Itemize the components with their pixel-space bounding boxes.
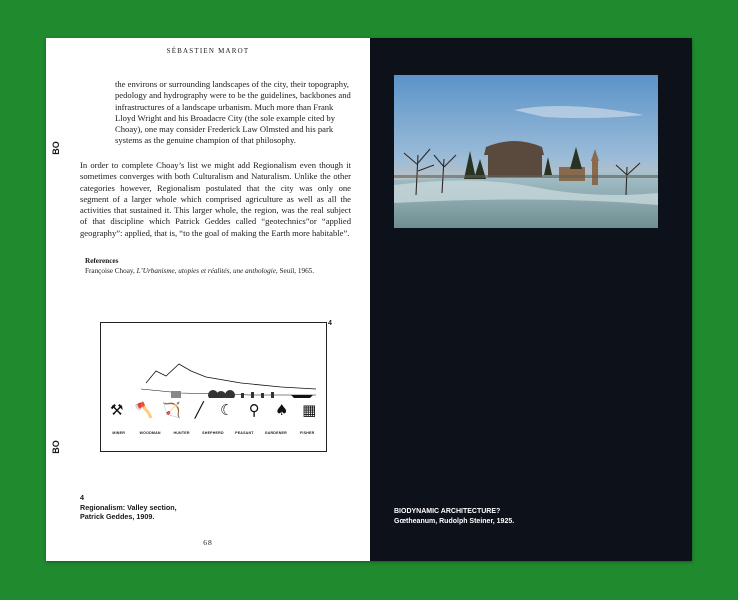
page-number: 68 bbox=[203, 538, 213, 547]
occupation-label: SHEPHERD bbox=[202, 431, 224, 435]
axe-icon: 🪓 bbox=[134, 401, 154, 419]
left-page bbox=[46, 38, 370, 561]
figure-caption bbox=[80, 493, 280, 522]
references-heading: References bbox=[85, 257, 119, 265]
occupation-label: GARDENER bbox=[264, 431, 287, 435]
body-paragraph-2: In order to complete Choay’s list we might add Regionalism even though it sometimes converges with both Culturalism and Naturalism. Unlike the other categories however, Regionalism postulated that the city was only one segment of a larger whole which comprised agriculture as well as all the activities that sustained it. This larger whole, the region, was the real subject of that discipline which Patrick Geddes called “geotechnics”or “applied geography”: applied, that is, “to the goal of making the Earth more habitable”. bbox=[80, 160, 351, 238]
caption-number: 4 bbox=[80, 493, 84, 502]
reference-publisher: , Seuil, 1965. bbox=[275, 266, 315, 275]
valley-section-illustration bbox=[101, 323, 326, 398]
reference-title: L’Urbanisme, utopies et réalités, une anthologie bbox=[136, 266, 276, 275]
caption-line-1: Regionalism: Valley section, bbox=[80, 502, 177, 512]
figure-number: 4 bbox=[328, 320, 332, 327]
occupation-label: MINER bbox=[112, 431, 125, 435]
book-spread bbox=[46, 38, 692, 561]
occupation-label: PEASANT bbox=[235, 431, 254, 435]
right-page bbox=[370, 38, 692, 561]
occupation-label: HUNTER bbox=[173, 431, 190, 435]
sickle-icon: ☾ bbox=[220, 401, 234, 419]
bow-icon: 🏹 bbox=[162, 401, 182, 419]
references bbox=[85, 257, 335, 276]
reference-author: Françoise Choay, bbox=[85, 266, 137, 275]
photo-caption bbox=[394, 507, 644, 526]
occupation-labels bbox=[103, 431, 323, 435]
caption-line-2: Patrick Geddes, 1909. bbox=[80, 512, 155, 521]
side-mark-bottom: BO bbox=[51, 440, 61, 454]
spade-icon: ♠ bbox=[275, 401, 289, 419]
crook-icon: ╱ bbox=[194, 401, 204, 419]
running-head: SÉBASTIEN MAROT bbox=[166, 47, 250, 55]
body-paragraph-1: the environs or surrounding landscapes of the city, their topography, pedology and hydrography were to be the guidelines, backbones and infrastructures of a landscape urbanism. Much more than Frank Lloyd Wright and his Broadacre City (the sole example cited by Choay), one may consider Frederick Law Olmsted and his park systems as the genuine champion of that philosophy. bbox=[115, 79, 351, 146]
valley-section-figure bbox=[100, 322, 327, 452]
photo-caption-line-2: Gœtheanum, Rudolph Steiner, 1925. bbox=[394, 517, 515, 525]
pickaxe-icon: ⚒ bbox=[110, 401, 124, 419]
reference-entry bbox=[85, 267, 335, 277]
goetheanum-photo bbox=[394, 75, 658, 228]
side-mark-top: BO bbox=[51, 141, 61, 155]
occupation-tools-row bbox=[103, 398, 323, 430]
photo-caption-line-1: BIODYNAMIC ARCHITECTURE? bbox=[394, 508, 501, 515]
occupation-label: FISHER bbox=[300, 431, 315, 435]
net-icon: ▦ bbox=[302, 401, 317, 419]
occupation-label: WOODMAN bbox=[139, 431, 161, 435]
plough-icon: ⚲ bbox=[248, 401, 260, 419]
